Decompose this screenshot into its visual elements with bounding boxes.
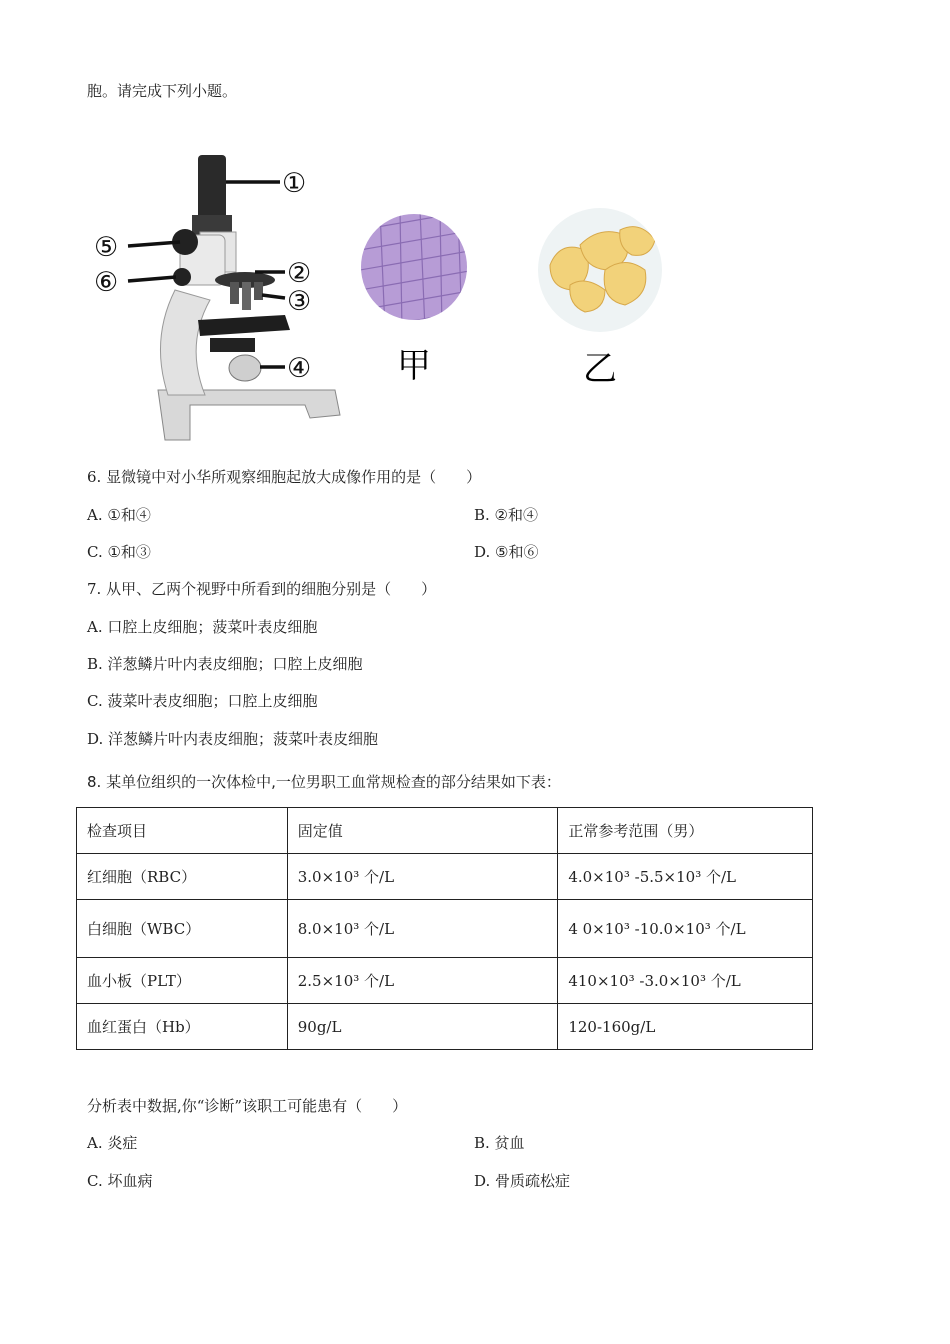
table-cell: 120-160g/L [558,1004,813,1050]
microscope-illustration [158,155,340,440]
view-b-cells [538,208,662,332]
q8-option-d[interactable]: D. 骨质疏松症 [474,1172,571,1190]
table-header: 正常参考范围（男） [558,808,813,854]
marker-6: ⑥ [94,267,119,298]
q8-question: 分析表中数据,你“诊断”该职工可能患有（ ） [87,1097,408,1115]
q6-stem: 6. 显微镜中对小华所观察细胞起放大成像作用的是（ ） [87,468,482,486]
q7-option-b[interactable]: B. 洋葱鳞片叶内表皮细胞；口腔上皮细胞 [87,655,363,673]
table-cell: 红细胞（RBC） [77,854,288,900]
marker-2: ② [287,258,312,289]
marker-5: ⑤ [94,232,119,263]
table-cell: 3.0×10³ 个/L [287,854,558,900]
table-cell: 8.0×10³ 个/L [287,900,558,958]
table-row [77,958,813,1004]
intro-text: 胞。请完成下列小题。 [87,82,238,100]
q7-option-a[interactable]: A. 口腔上皮细胞；菠菜叶表皮细胞 [87,618,318,636]
marker-4: ④ [287,353,312,384]
table-cell: 血小板（PLT） [77,958,288,1004]
blood-test-table [76,807,813,1050]
q7-stem: 7. 从甲、乙两个视野中所看到的细胞分别是（ ） [87,580,437,598]
q8-option-b[interactable]: B. 贫血 [474,1134,525,1152]
q6-option-a[interactable]: A. ①和④ [87,506,151,524]
q6-option-b[interactable]: B. ②和④ [474,506,539,524]
q8-option-a[interactable]: A. 炎症 [87,1134,138,1152]
table-cell: 4 0×10³ -10.0×10³ 个/L [558,900,813,958]
table-cell: 410×10³ -3.0×10³ 个/L [558,958,813,1004]
q6-option-c[interactable]: C. ①和③ [87,543,151,561]
q8-option-c[interactable]: C. 坏血病 [87,1172,153,1190]
view-a-cells [360,210,475,330]
table-cell: 2.5×10³ 个/L [287,958,558,1004]
microscope-figure [80,140,700,450]
table-header: 检查项目 [77,808,288,854]
q7-option-c[interactable]: C. 菠菜叶表皮细胞；口腔上皮细胞 [87,692,318,710]
table-cell: 90g/L [287,1004,558,1050]
q7-option-d[interactable]: D. 洋葱鳞片叶内表皮细胞；菠菜叶表皮细胞 [87,730,379,748]
table-cell: 4.0×10³ -5.5×10³ 个/L [558,854,813,900]
label-jia: 甲 [397,346,431,386]
table-row [77,1004,813,1050]
q6-option-d[interactable]: D. ⑤和⑥ [474,543,539,561]
marker-1: ① [282,168,307,199]
table-cell: 白细胞（WBC） [77,900,288,958]
table-cell: 血红蛋白（Hb） [77,1004,288,1050]
table-header: 固定值 [287,808,558,854]
table-row [77,854,813,900]
marker-3: ③ [287,286,312,317]
q8-stem: 8. 某单位组织的一次体检中,一位男职工血常规检查的部分结果如下表： [87,773,561,791]
table-row [77,900,813,958]
label-yi: 乙 [583,349,617,389]
table-header-row [77,808,813,854]
